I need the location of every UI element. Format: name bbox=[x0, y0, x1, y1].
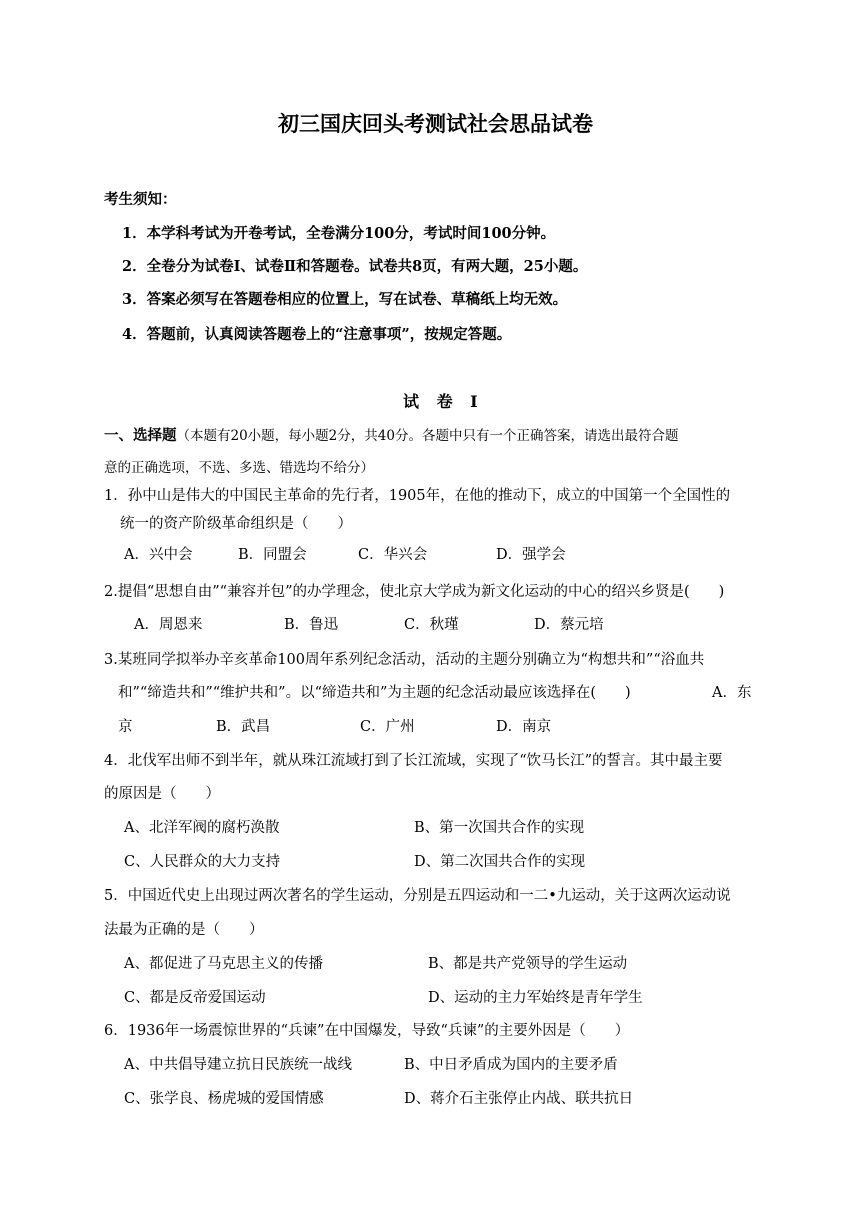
part1-instructions: （本题有20小题，每小题2分，共40分。各题中只有一个正确答案，请选出最符合题 bbox=[176, 428, 679, 444]
option: D、蒋介石主张停止内战、联共抗日 bbox=[404, 1091, 634, 1107]
option: A．周恩来 bbox=[134, 617, 203, 633]
option: B．鲁迅 bbox=[284, 617, 339, 633]
option: C．秋瑾 bbox=[404, 617, 459, 633]
option: B．同盟会 bbox=[238, 547, 307, 563]
notice-heading: 考生须知： bbox=[104, 191, 177, 208]
option: D、第二次国共合作的实现 bbox=[414, 854, 586, 870]
option: B、都是共产党领导的学生运动 bbox=[428, 956, 628, 972]
question-text: 和”“缔造共和”“维护共和”。以“缔造共和”为主题的纪念活动最应该选择在( ) bbox=[118, 685, 631, 701]
option: B、第一次国共合作的实现 bbox=[414, 820, 585, 836]
option: A．兴中会 bbox=[124, 547, 193, 563]
question-text: 法最为正确的是（ ） bbox=[104, 922, 264, 938]
question-text: 1．孙中山是伟大的中国民主革命的先行者，1905年，在他的推动下，成立的中国第一个全国性的 bbox=[104, 488, 731, 504]
option: A、中共倡导建立抗日民族统一战线 bbox=[124, 1057, 352, 1073]
option: C、都是反帝爱国运动 bbox=[124, 990, 266, 1006]
part1-heading bbox=[104, 426, 678, 446]
option: D．强学会 bbox=[496, 547, 566, 563]
question-text: 统一的资产阶级革命组织是（ ） bbox=[120, 516, 352, 532]
question-text: 6．1936年一场震惊世界的“兵谏”在中国爆发，导致“兵谏”的主要外因是（ ） bbox=[104, 1023, 630, 1039]
option: C．华兴会 bbox=[358, 547, 428, 563]
notice-item: 3．答案必须写在答题卷相应的位置上，写在试卷、草稿纸上均无效。 bbox=[122, 291, 568, 308]
option: C．广州 bbox=[360, 719, 415, 735]
question-text: 4．北伐军出师不到半年，就从珠江流域打到了长江流域，实现了“饮马长江”的誓言。其中最主要 bbox=[104, 753, 723, 769]
option-cont: 京 bbox=[118, 719, 133, 735]
question-text: 3.某班同学拟举办辛亥革命100周年系列纪念活动，活动的主题分别确立为“构想共和”“浴血共 bbox=[104, 652, 705, 668]
notice-item: 4．答题前，认真阅读答题卷上的“注意事项”，按规定答题。 bbox=[122, 326, 512, 343]
option: B、中日矛盾成为国内的主要矛盾 bbox=[404, 1057, 618, 1073]
option: B．武昌 bbox=[216, 719, 271, 735]
notice-item: 1．本学科考试为开卷考试，全卷满分100分，考试时间100分钟。 bbox=[122, 225, 556, 242]
question-text: 5．中国近代史上出现过两次著名的学生运动，分别是五四运动和一二•九运动，关于这两次运动说 bbox=[104, 888, 731, 904]
option: D．蔡元培 bbox=[534, 617, 604, 633]
part1-label: 一、选择题 bbox=[104, 427, 177, 444]
option: C、人民群众的大力支持 bbox=[124, 854, 281, 870]
option: A、北洋军阀的腐朽涣散 bbox=[124, 820, 280, 836]
question-text: 2.提倡“思想自由”“兼容并包”的办学理念，使北京大学成为新文化运动的中心的绍兴乡贤是( ) bbox=[104, 584, 725, 600]
option: A．东 bbox=[712, 685, 752, 701]
question-text: 的原因是（ ） bbox=[104, 786, 220, 802]
option: D、运动的主力军始终是青年学生 bbox=[428, 990, 643, 1006]
option: D．南京 bbox=[496, 719, 552, 735]
exam-title: 初三国庆回头考测试社会思品试卷 bbox=[278, 111, 593, 136]
option: C、张学良、杨虎城的爱国情感 bbox=[124, 1091, 324, 1107]
section-title: 试 卷 I bbox=[403, 392, 484, 411]
part1-instructions-cont: 意的正确选项，不选、多选、错选均不给分） bbox=[104, 460, 374, 476]
option: A、都促进了马克思主义的传播 bbox=[124, 956, 323, 972]
notice-item: 2．全卷分为试卷Ⅰ、试卷Ⅱ和答题卷。试卷共8页，有两大题，25小题。 bbox=[122, 258, 588, 275]
